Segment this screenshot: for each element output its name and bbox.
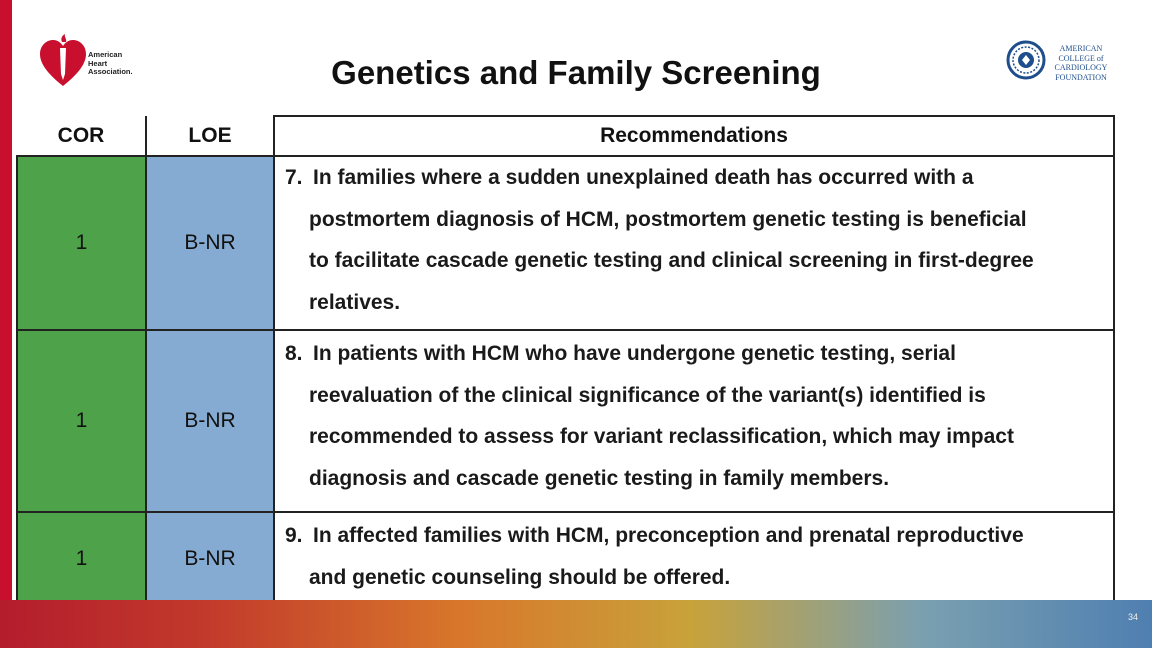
recommendation-cell — [274, 156, 1114, 330]
acc-wordmark — [1048, 44, 1114, 82]
acc-word: COLLEGE of — [1058, 53, 1104, 63]
recommendation-line: recommended to assess for variant reclassification, which may impact — [309, 425, 1014, 448]
table-row — [17, 156, 1114, 330]
cor-cell: 1 — [17, 156, 146, 330]
aha-word: Heart — [88, 58, 108, 68]
acc-word: AMERICAN — [1059, 44, 1103, 53]
cor-header: COR — [17, 116, 146, 156]
recommendation-number: 7. — [285, 166, 303, 189]
acc-word: FOUNDATION — [1055, 72, 1107, 82]
recommendation-number: 8. — [285, 342, 303, 365]
aha-word: American — [88, 50, 123, 59]
recommendation-cell — [274, 330, 1114, 512]
recommendation-line — [285, 515, 1103, 557]
footer-gradient-strip — [0, 600, 1152, 648]
page-number: 34 — [1127, 612, 1138, 622]
recommendation-line — [285, 157, 1103, 199]
loe-cell: B-NR — [146, 512, 274, 605]
recommendation-line: to facilitate cascade genetic testing and clinical screening in first-degree — [309, 249, 1034, 272]
acc-seal-icon — [1006, 40, 1046, 80]
page-title: Genetics and Family Screening — [331, 54, 821, 91]
acc-word: CARDIOLOGY — [1054, 63, 1108, 72]
recommendation-number: 9. — [285, 524, 303, 547]
loe-header: LOE — [146, 116, 274, 156]
recommendations-header: Recommendations — [274, 116, 1114, 156]
recommendation-line: diagnosis and cascade genetic testing in family members. — [309, 466, 890, 490]
cor-cell: 1 — [17, 512, 146, 605]
recommendation-line: postmortem diagnosis of HCM, postmortem genetic testing is beneficial — [309, 207, 1027, 231]
loe-cell: B-NR — [146, 330, 274, 512]
recommendation-line: relatives. — [309, 290, 401, 314]
recommendation-line — [285, 333, 1103, 375]
table-row — [17, 512, 1114, 605]
aha-word: Association. — [88, 67, 133, 76]
table-row — [17, 330, 1114, 512]
recommendation-line: and genetic counseling should be offered. — [309, 565, 731, 589]
cor-cell: 1 — [17, 330, 146, 512]
recommendation-line: reevaluation of the clinical significance of the variant(s) identified is — [309, 383, 986, 407]
table-header-row — [17, 116, 1114, 156]
recommendation-text: In families where a sudden unexplained death has occurred with a — [313, 166, 974, 189]
recommendation-text: In patients with HCM who have undergone genetic testing, serial — [313, 342, 956, 365]
recommendation-cell — [274, 512, 1114, 605]
recommendation-text: In affected families with HCM, preconception and prenatal reproductive — [313, 524, 1024, 547]
loe-cell: B-NR — [146, 156, 274, 330]
recommendations-table — [16, 115, 1115, 606]
